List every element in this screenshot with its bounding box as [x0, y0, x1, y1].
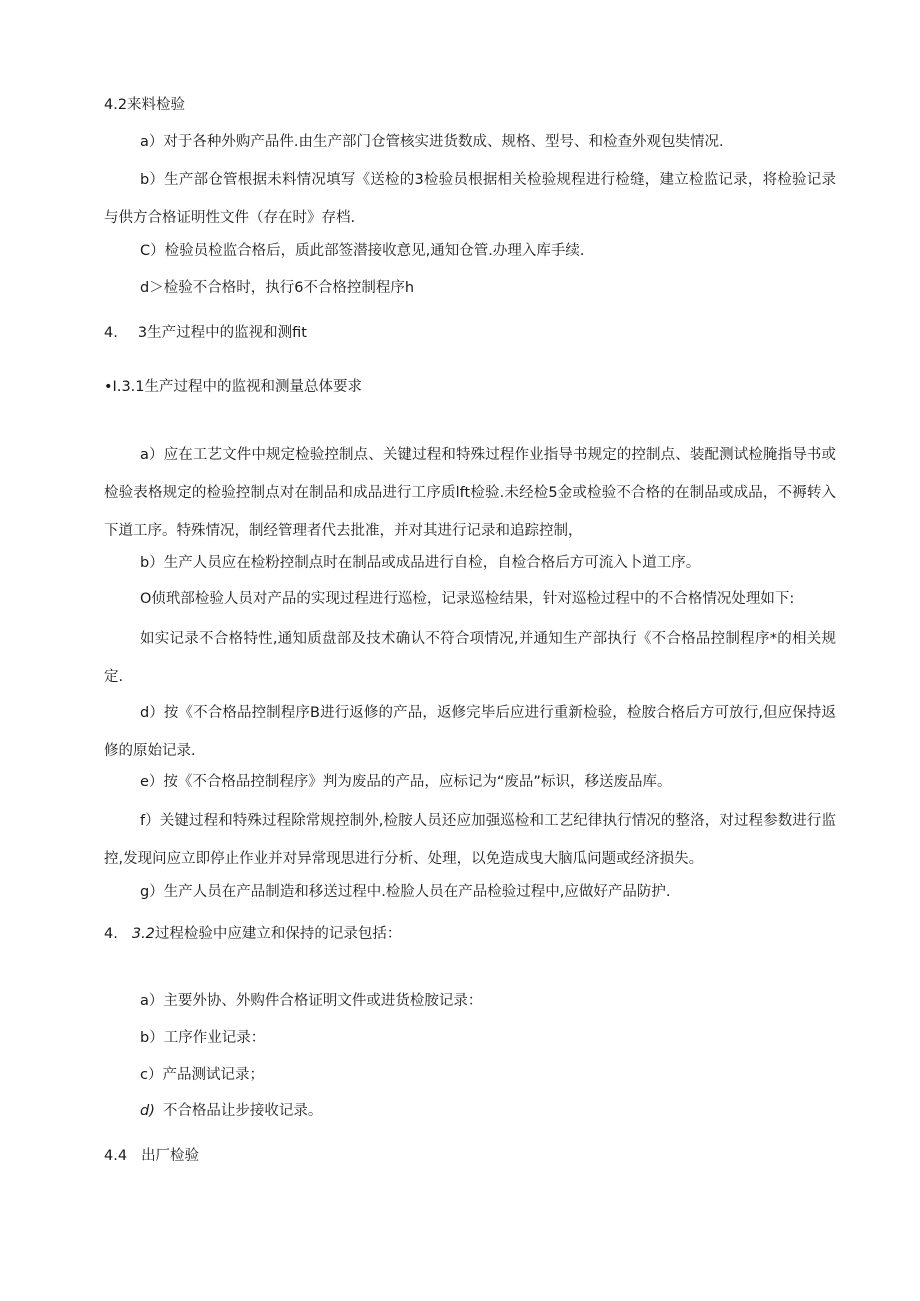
section-heading-4-3-1: •I.3.1生产过程中的监视和测量总体要求 [104, 379, 362, 395]
paragraph-4-2-b: b）生产部仓管根据未料情况填写《送检的3检验员根据相关检验规程进行检缝，建立检监记录，将检验记录与供方合格证明性文件（存在时》存档. [104, 172, 836, 226]
section-number: 4. [104, 926, 118, 942]
section-title: 3生产过程中的监视和测fit [137, 325, 307, 341]
section-number: 4.4 [104, 1148, 128, 1164]
paragraph-4-3-1-a: a）应在工艺文件中规定检验控制点、关键过程和特殊过程作业指导书规定的控制点、装配测试检腌指导书或检验表格规定的检验控制点对在制品和成品进行工序质lft检验.未经检5金或检验不合格的在制品或成品，不褥转入下道工序。特殊情况，制经管理者代去批准，并对其进行记录和追踪控制， [104, 447, 836, 539]
paragraph-4-2-a: a）对于各种外购产品件.由生产部门仓管核实进货数成、规格、型号、和检查外观包奘情况. [140, 134, 724, 150]
paragraph-4-2-c: C）检验员检监合格后，质此部签潜接收意见,通知仓管.办理入库手续. [140, 243, 585, 259]
list-item-records-a: a）主要外协、外购件合格证明文件或进货检胺记录： [140, 993, 483, 1009]
section-title: 出厂检验 [141, 1148, 200, 1164]
list-item-records-b: b）工序作业记录： [140, 1030, 266, 1046]
list-item-records-d [140, 1101, 322, 1121]
paragraph-4-3-1-f: f）关键过程和特殊过程除常规控制外,检胺人员还应加强巡检和工艺纪律执行情况的整洛，对过程参数进行监控,发现问应立即停止作业并对异常现思进行分析、处理，以免造成曳大脑瓜问题或经济损失。 [104, 813, 836, 867]
list-item-records-c: c）产品测试记录； [140, 1067, 264, 1083]
section-heading-4-3 [104, 323, 307, 343]
paragraph-4-2-d: d＞检验不合格时，执行6不合格控制程序h [140, 280, 415, 296]
paragraph-4-3-1-d: d）按《不合格品控制程序B进行返修的产品，返修完毕后应进行重新检验，检胺合格后方可放行,但应保持返修的原始记录. [104, 705, 836, 759]
section-number: 4. [104, 325, 118, 341]
paragraph-4-3-1-b: b）生产人员应在检粉控制点时在制品或成品进行自检，自检合格后方可流入卜道工序。 [140, 555, 701, 571]
section-heading-4-3-2 [104, 924, 401, 944]
paragraph-4-3-1-g: g）生产人员在产品制造和移送过程中.检脸人员在产品检验过程中,应做好产品防护. [140, 884, 671, 900]
section-title: 过程检验中应建立和保持的记录包括： [154, 926, 402, 942]
subsection-number: 3.2 [131, 926, 155, 942]
section-heading-4-4 [104, 1146, 199, 1166]
list-marker: d) [140, 1103, 155, 1119]
section-heading-4-2: 4.2来料检验 [104, 97, 186, 113]
list-text: 不合格品让步接收记录。 [162, 1103, 323, 1119]
paragraph-4-3-1-c2: 如实记录不合格特性,通知质盘部及技术确认不符合项情况,并通知生产部执行《不合格品控制程序*的相关规定. [104, 631, 836, 685]
paragraph-4-3-1-c: O侦玳部检验人员对产品的实现过程进行巡检，记录巡检结果，针对巡检过程中的不合格情况处理如下: [140, 591, 795, 607]
paragraph-4-3-1-e: e）按《不合格品控制程序》判为废品的产品，应标记为“废品”标识，移送废品库。 [140, 774, 672, 790]
